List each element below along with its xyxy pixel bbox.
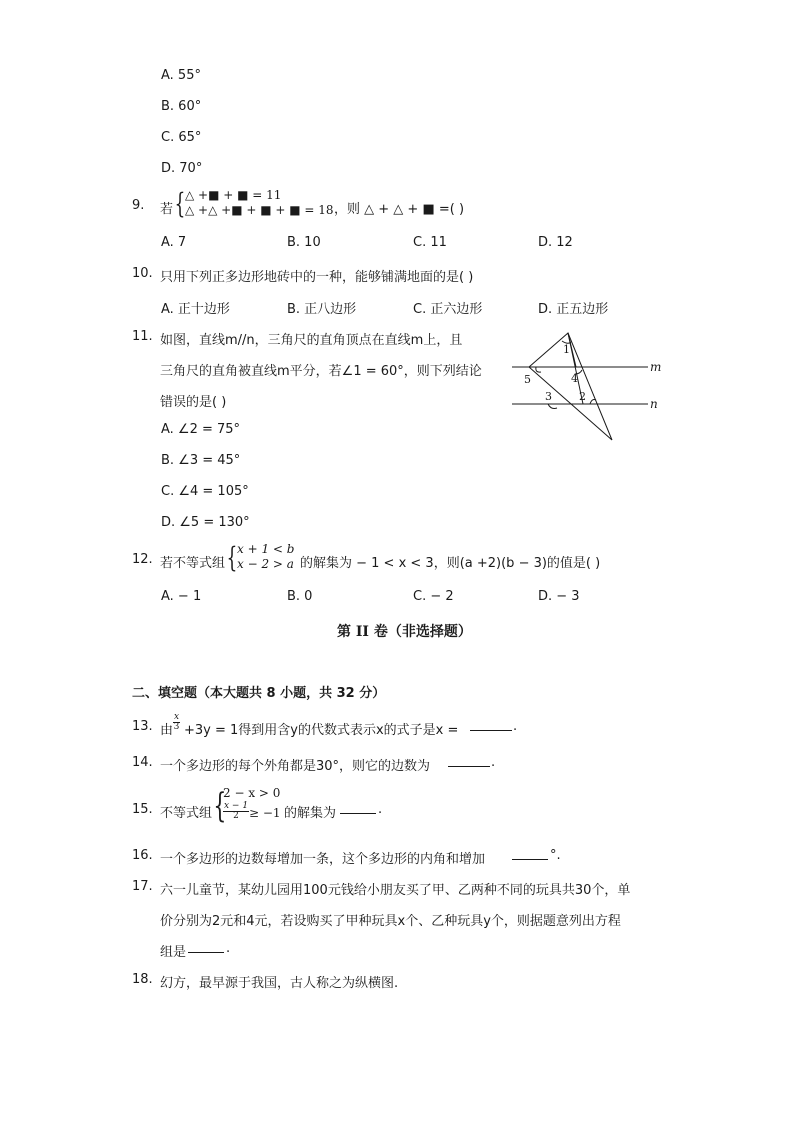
q9-number: 9.: [132, 198, 145, 213]
q13-fraction: [173, 713, 180, 732]
q14-number: 14.: [132, 755, 153, 770]
q9-equation-2: △ +△ +■ + ■ + ■ = 18: [185, 203, 334, 217]
q11-line-2: 三角尺的直角被直线m平分，若∠1 = 60°，则下列结论: [160, 364, 482, 379]
q11-number: 11.: [132, 329, 153, 344]
q13-prefix: 由: [160, 723, 174, 738]
q10-option-b: B. 正八边形: [287, 302, 357, 317]
q18-number: 18.: [132, 972, 153, 987]
q15-fraction-denominator: 2: [233, 811, 239, 821]
q15-blank[interactable]: [340, 802, 376, 818]
q12-brace: {: [226, 541, 238, 574]
q13-fraction-numerator: x: [174, 712, 180, 722]
q12-option-d: D. − 3: [538, 589, 580, 604]
q15-inequality-1: 2 − x > 0: [223, 786, 281, 800]
q9-option-a: A. 7: [161, 235, 187, 250]
q8-option-d: D. 70°: [161, 161, 203, 176]
q12-prefix: 若不等式组: [160, 556, 226, 571]
q9-equation-1: △ +■ + ■ = 11: [185, 188, 282, 202]
q10-stem: 只用下列正多边形地砖中的一种，能够铺满地面的是( ): [160, 270, 474, 285]
q10-option-a: A. 正十边形: [161, 302, 230, 317]
angle-label-5: 5: [524, 373, 531, 386]
q15-suffix: 的解集为: [284, 806, 337, 821]
q12-suffix: 的解集为 − 1 < x < 3，则(a +2)(b − 3)的值是( ): [300, 556, 601, 571]
angle-label-2: 2: [579, 390, 586, 403]
q10-number: 10.: [132, 266, 153, 281]
q13-end: .: [513, 719, 518, 734]
q12-number: 12.: [132, 552, 153, 567]
q9-suffix: ，则 △ + △ + ■ =( ): [334, 202, 465, 217]
q9-prefix: 若: [160, 202, 174, 217]
q16-number: 16.: [132, 848, 153, 863]
q15-end: .: [378, 802, 383, 817]
q11-line-1: 如图，直线m//n，三角尺的直角顶点在直线m上，且: [160, 333, 463, 348]
q15-fraction-numerator: x − 1: [224, 801, 249, 811]
q17-line-2: 价分别为2元和4元，若设购买了甲种玩具x个、乙种玩具y个，则据题意列出方程: [160, 914, 621, 929]
angle-label-1: 1: [563, 343, 570, 356]
q13-blank[interactable]: [470, 719, 512, 735]
q8-option-a: A. 55°: [161, 68, 201, 83]
line-label-n: n: [650, 397, 658, 411]
q11-option-d: D. ∠5 = 130°: [161, 515, 250, 530]
q11-option-a: A. ∠2 = 75°: [161, 422, 241, 437]
part-2-title: 第 II 卷（非选择题）: [337, 624, 472, 640]
q12-option-a: A. − 1: [161, 589, 202, 604]
q17-number: 17.: [132, 879, 153, 894]
q17-end: .: [226, 941, 231, 956]
q17-line-1: 六一儿童节，某幼儿园用100元钱给小朋友买了甲、乙两种不同的玩具共30个，单: [160, 883, 631, 898]
q12-option-c: C. − 2: [413, 589, 454, 604]
q11-line-3: 错误的是( ): [160, 395, 227, 410]
q14-text: 一个多边形的每个外角都是30°，则它的边数为: [160, 759, 431, 774]
q12-option-b: B. 0: [287, 589, 313, 604]
q17-line-3: 组是: [160, 945, 187, 960]
angle-label-4: 4: [571, 372, 578, 385]
q9-option-c: C. 11: [413, 235, 447, 250]
q17-blank[interactable]: [188, 941, 224, 957]
q10-option-c: C. 正六边形: [413, 302, 483, 317]
triangle-ruler: [529, 333, 612, 440]
q15-brace: {: [213, 786, 227, 826]
q8-option-c: C. 65°: [161, 130, 202, 145]
q14-end: .: [491, 755, 496, 770]
q18-text: 幻方，最早源于我国，古人称之为纵横图.: [160, 976, 399, 991]
q15-prefix: 不等式组: [160, 806, 213, 821]
q9-option-b: B. 10: [287, 235, 321, 250]
q13-middle: +3y = 1得到用含y的代数式表示x的式子是x =: [184, 723, 459, 738]
q11-figure: [508, 328, 668, 442]
q16-text: 一个多边形的边数每增加一条，这个多边形的内角和增加: [160, 852, 486, 867]
q15-inequality-2-rest: ≥ −1: [249, 806, 281, 820]
q14-blank[interactable]: [448, 755, 490, 771]
line-label-m: m: [650, 360, 662, 374]
q9-brace: {: [174, 187, 186, 220]
q13-number: 13.: [132, 719, 153, 734]
q10-option-d: D. 正五边形: [538, 302, 609, 317]
q8-option-b: B. 60°: [161, 99, 202, 114]
q12-inequality-1: x + 1 < b: [237, 542, 295, 556]
q16-blank[interactable]: [512, 848, 548, 864]
section-2-title: 二、填空题（本大题共 8 小题，共 32 分）: [132, 686, 386, 701]
q12-inequality-2: x − 2 > a: [237, 557, 294, 571]
q11-option-c: C. ∠4 = 105°: [161, 484, 249, 499]
q15-inequality-2-fraction: [223, 802, 249, 821]
q16-end: °.: [550, 848, 561, 863]
angle-label-3: 3: [545, 390, 552, 403]
q15-number: 15.: [132, 802, 153, 817]
q9-option-d: D. 12: [538, 235, 573, 250]
q11-option-b: B. ∠3 = 45°: [161, 453, 241, 468]
q13-fraction-denominator: 3: [173, 722, 180, 732]
